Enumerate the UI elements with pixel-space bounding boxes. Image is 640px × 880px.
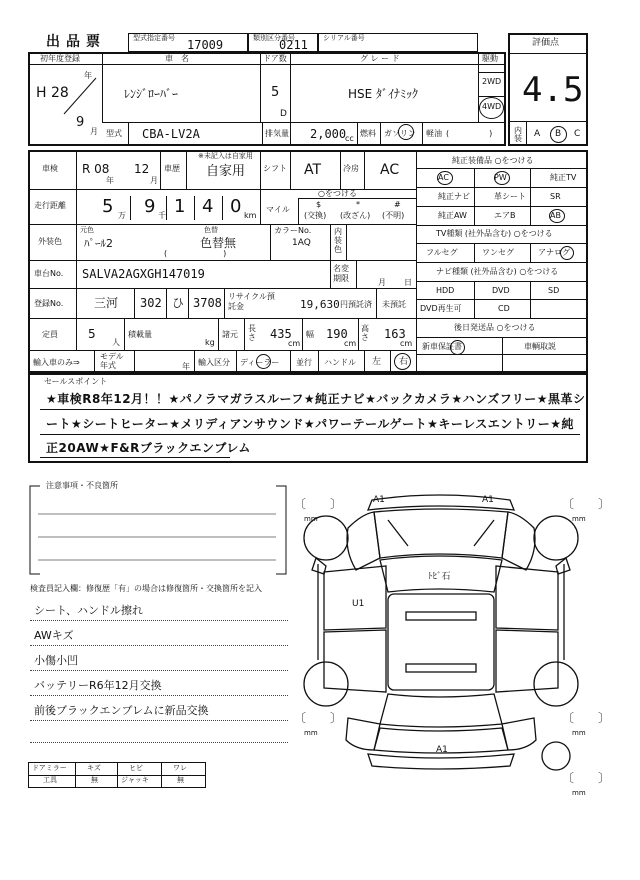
equip-item: 革シート bbox=[494, 192, 526, 201]
diagram-front-mark-right: A1 bbox=[482, 495, 494, 505]
equip-pw-circle bbox=[494, 171, 510, 185]
mileage-digit: 5 bbox=[102, 196, 114, 217]
interior-label: 内装 bbox=[514, 126, 522, 143]
equip-item: 純正AW bbox=[438, 211, 467, 220]
doc-warranty-circle bbox=[450, 340, 465, 355]
nav-item: CD bbox=[498, 304, 510, 313]
color-label: 外装色 bbox=[38, 237, 62, 246]
date-slash bbox=[62, 76, 98, 116]
capacity-label: 定員 bbox=[42, 330, 58, 339]
tire-depth-bracket: 〔 〕 bbox=[294, 711, 343, 725]
shaken-year-unit: 年 bbox=[106, 176, 114, 185]
grade-value: HSE ﾀﾞｲﾅﾐｯｸ bbox=[348, 87, 419, 101]
mileage-label: 走行距離 bbox=[34, 201, 66, 210]
name-change-day: 日 bbox=[404, 278, 412, 287]
dimensions-label: 諸元 bbox=[222, 330, 238, 339]
sales-line-3: 正20AW★F&Rブラックエンブレム bbox=[46, 441, 251, 455]
sheet-title: 出品票 bbox=[46, 34, 106, 50]
interior-c: C bbox=[574, 129, 581, 139]
model-year-unit: 年 bbox=[182, 362, 190, 371]
first-reg-month-unit: 月 bbox=[90, 127, 98, 136]
note-line-3: 小傷小凹 bbox=[34, 654, 78, 667]
recycle-none: 未預託 bbox=[382, 300, 406, 309]
equip-item: PW bbox=[494, 173, 507, 182]
shaken-era: R 08 bbox=[82, 162, 110, 176]
recycle-unit: 円預託済 bbox=[340, 300, 372, 309]
vehicle-name: ﾚﾝｼﾞﾛｰﾊﾞｰ bbox=[124, 87, 179, 101]
note-line-2: AWキズ bbox=[34, 629, 74, 642]
equip-item: SR bbox=[550, 192, 561, 201]
drive-2wd: 2WD bbox=[482, 77, 502, 86]
mileage-digit: 9 bbox=[144, 196, 156, 217]
shaken-month: 12 bbox=[134, 162, 150, 176]
interior-b-circle bbox=[550, 126, 567, 143]
width-unit: cm bbox=[344, 339, 357, 348]
meter-exchange: (交換) bbox=[304, 211, 327, 220]
handle-right: 右 bbox=[399, 357, 409, 367]
meter-exchange-sym: $ bbox=[316, 200, 322, 209]
drive-label: 駆動 bbox=[482, 54, 498, 63]
diagram-front-mark-left: A1 bbox=[373, 495, 385, 505]
tire-depth-unit: mm bbox=[572, 729, 586, 737]
fuel-paren: ( ) bbox=[446, 129, 493, 138]
height-unit: cm bbox=[400, 339, 413, 348]
height-value: 163 bbox=[384, 327, 406, 341]
mileage-man: 万 bbox=[118, 211, 126, 220]
capacity-value: 5 bbox=[88, 327, 96, 341]
shaken-month-unit: 月 bbox=[150, 176, 158, 185]
reg-kana: ひ bbox=[172, 296, 185, 310]
first-reg-year-unit: 年 bbox=[84, 71, 92, 80]
recycle-value: 19,630 bbox=[300, 298, 340, 311]
meter-unknown: (不明) bbox=[382, 211, 405, 220]
ac-label: 冷房 bbox=[343, 164, 359, 173]
serial-label: シリアル番号 bbox=[323, 34, 365, 42]
model-year-label: モデル年式 bbox=[100, 352, 124, 370]
mileage-digit: 1 bbox=[174, 196, 186, 217]
tv-item: フルセグ bbox=[426, 248, 458, 257]
interior-b: B bbox=[555, 129, 562, 139]
legend-break: ワレ bbox=[173, 764, 187, 772]
nav-type-label: ナビ種類 (社外品含む) ○をつける bbox=[436, 267, 559, 276]
legend-scratch: キズ bbox=[87, 764, 101, 772]
equip-item: 純正ナビ bbox=[438, 192, 470, 201]
type-no-value: 17009 bbox=[187, 38, 224, 52]
import-label: 輸入車のみ⇒ bbox=[33, 358, 80, 367]
notes-bracket bbox=[28, 480, 288, 580]
grade-label: グ レ ー ド bbox=[360, 54, 400, 63]
meter-tampered: (改ざん) bbox=[340, 211, 371, 220]
class-no-label: 類別区分番号 bbox=[253, 34, 295, 42]
reg-class: 302 bbox=[140, 296, 162, 310]
nav-item: DVD bbox=[492, 286, 510, 295]
note-line-1: シート、ハンドル擦れ bbox=[34, 604, 144, 617]
equip-item: AB bbox=[550, 211, 561, 220]
chassis-label: 車台No. bbox=[34, 269, 64, 278]
import-dealer: ディーラー bbox=[240, 358, 280, 367]
legend-door-mirror: ドアミラー bbox=[32, 764, 67, 772]
shift-value: AT bbox=[304, 162, 322, 178]
ac-value: AC bbox=[380, 162, 400, 178]
handle-right-circle bbox=[394, 353, 411, 370]
equip-item: エアB bbox=[494, 211, 516, 220]
door-count: 5 bbox=[271, 85, 280, 100]
tire-depth-bracket: 〔 〕 bbox=[562, 771, 611, 785]
orig-color-value: ﾊﾟｰﾙ2 bbox=[84, 237, 113, 250]
tire-depth-unit: mm bbox=[304, 515, 318, 523]
tv-item: ワンセグ bbox=[482, 248, 514, 257]
interior-a: A bbox=[534, 129, 541, 139]
usage-note: ※未記入は自家用 bbox=[198, 152, 253, 160]
legend-crack: ヒビ bbox=[129, 764, 143, 772]
name-label: 車 名 bbox=[165, 54, 189, 63]
mileage-sen: 千 bbox=[158, 211, 166, 220]
sales-line-1: ★車検R8年12月！！★パノラマガラスルーフ★純正ナビ★バックカメラ★ハンズフリー★黒革シ bbox=[46, 392, 586, 406]
first-reg-era: H 28 bbox=[36, 85, 69, 101]
reg-label: 登録No. bbox=[34, 299, 64, 308]
class-no-value: 0211 bbox=[279, 38, 308, 52]
tv-type-label: TV種類 (社外品含む) ○をつける bbox=[436, 229, 553, 238]
displacement-label: 排気量 bbox=[265, 129, 289, 138]
diagram-rear-mark: A1 bbox=[436, 745, 448, 755]
inspector-label: 検査員記入欄：修復歴「有」の場合は修復箇所・交換箇所を記入 bbox=[30, 584, 262, 593]
tv-analog-circle bbox=[560, 246, 574, 260]
type-no-box bbox=[128, 33, 248, 52]
doors-label: ドア数 bbox=[263, 54, 287, 63]
score-value: 4.5 bbox=[522, 70, 584, 110]
fuel-diesel: 軽油 bbox=[426, 129, 442, 138]
tire-depth-unit: mm bbox=[572, 789, 586, 797]
load-label: 積載量 bbox=[128, 330, 152, 339]
usage-value: 自家用 bbox=[206, 164, 246, 179]
meter-circle-note: ○をつける bbox=[318, 189, 357, 198]
color-no-label: カラーNo. bbox=[274, 226, 312, 235]
mile-label: マイル bbox=[266, 205, 290, 214]
first-reg-label: 初年度登録 bbox=[40, 54, 80, 63]
reg-area: 三河 bbox=[94, 296, 119, 310]
chassis-value: SALVA2AGXGH147019 bbox=[82, 267, 205, 281]
import-parallel: 並行 bbox=[296, 358, 312, 367]
type-no-label: 型式指定番号 bbox=[133, 34, 175, 42]
model-value: CBA-LV2A bbox=[142, 127, 200, 141]
first-reg-month: 9 bbox=[76, 115, 85, 130]
color-change-value: 色替無 bbox=[200, 236, 237, 250]
interior-color-label: 内装色 bbox=[334, 227, 342, 254]
equip-item: AC bbox=[438, 173, 449, 182]
doc-warranty: 新車保証書 bbox=[422, 342, 462, 351]
model-label: 型式 bbox=[106, 129, 122, 138]
displacement-unit: cc bbox=[345, 134, 354, 143]
mileage-unit: km bbox=[244, 211, 257, 220]
tire-depth-bracket: 〔 〕 bbox=[294, 497, 343, 511]
length-label: 長さ bbox=[248, 324, 256, 342]
tire-depth-bracket: 〔 〕 bbox=[562, 711, 611, 725]
nav-item: HDD bbox=[436, 286, 455, 295]
diagram-windshield-mark: ﾄﾋﾞ石 bbox=[428, 572, 451, 582]
tire-depth-bracket: 〔 〕 bbox=[562, 497, 611, 511]
nav-item: SD bbox=[548, 286, 560, 295]
displacement-value: 2,000 bbox=[310, 127, 347, 141]
legend-table bbox=[28, 762, 206, 788]
orig-color-label: 元色 bbox=[80, 226, 94, 234]
mileage-digit: 4 bbox=[202, 196, 214, 217]
tire-depth-unit: mm bbox=[572, 515, 586, 523]
meter-tampered-sym: * bbox=[356, 200, 360, 209]
length-unit: cm bbox=[288, 339, 301, 348]
sales-line-2: ート★シートヒーター★メリディアンサウンド★パワーテールゲート★キーレスエントリー★純 bbox=[46, 417, 575, 431]
shift-label: シフト bbox=[263, 164, 287, 173]
tv-item: アナログ bbox=[538, 248, 570, 257]
legend-tools-value: 無 bbox=[91, 776, 98, 784]
equip-ab-circle bbox=[549, 209, 565, 223]
color-no-value: 1AQ bbox=[292, 238, 311, 248]
usage-label: 車歴 bbox=[164, 164, 180, 173]
legend-tools: 工具 bbox=[43, 776, 57, 784]
meter-unknown-sym: # bbox=[394, 200, 401, 209]
import-class-label: 輸入区分 bbox=[198, 358, 230, 367]
score-label: 評価点 bbox=[532, 38, 560, 48]
recycle-label: リサイクル預託金 bbox=[228, 292, 275, 311]
diagram-side-mark: U1 bbox=[352, 599, 365, 609]
car-diagram bbox=[288, 488, 611, 818]
door-type: D bbox=[280, 109, 287, 119]
capacity-unit: 人 bbox=[112, 338, 120, 347]
drive-4wd-circle bbox=[479, 97, 504, 119]
reg-number: 3708 bbox=[193, 296, 222, 310]
legend-jack: ジャッキ bbox=[121, 776, 149, 784]
fuel-label: 燃料 bbox=[360, 129, 376, 138]
equip-item: 純正TV bbox=[550, 173, 577, 182]
factory-equip-label: 純正装備品 ○をつける bbox=[452, 156, 534, 165]
handle-label: ハンドル bbox=[324, 358, 356, 367]
load-unit: kg bbox=[205, 338, 215, 347]
note-line-4: バッテリーR6年12月交換 bbox=[34, 679, 162, 692]
notes-label: 注意事項・不良箇所 bbox=[46, 481, 118, 490]
fuel-gasoline: ガソリン bbox=[384, 129, 416, 138]
color-paren: ( ) bbox=[164, 249, 227, 258]
width-label: 幅 bbox=[306, 330, 314, 339]
width-value: 190 bbox=[326, 327, 348, 341]
nav-item: DVD再生可 bbox=[420, 304, 462, 313]
length-value: 435 bbox=[270, 327, 292, 341]
import-dealer-circle bbox=[256, 354, 271, 369]
height-label: 高さ bbox=[361, 324, 369, 342]
mileage-digit: 0 bbox=[230, 196, 242, 217]
legend-jack-value: 無 bbox=[177, 776, 184, 784]
class-no-box bbox=[248, 33, 318, 52]
drive-4wd: 4WD bbox=[482, 102, 502, 111]
equip-ac-circle bbox=[437, 171, 453, 185]
docs-label: 後日発送品 ○をつける bbox=[454, 323, 536, 332]
tire-depth-unit: mm bbox=[304, 729, 318, 737]
serial-box bbox=[318, 33, 478, 52]
handle-left: 左 bbox=[372, 357, 382, 367]
shaken-label: 車検 bbox=[42, 164, 58, 173]
doc-manual: 車輌取説 bbox=[524, 342, 556, 351]
score-box bbox=[508, 33, 588, 146]
note-line-5: 前後ブラックエンブレムに新品交換 bbox=[34, 704, 209, 717]
name-change-month: 月 bbox=[378, 278, 386, 287]
name-change-label: 名変期限 bbox=[333, 264, 349, 283]
color-shade-label: 色替 bbox=[204, 226, 218, 234]
fuel-gasoline-circle bbox=[398, 124, 414, 140]
sales-points-label: セールスポイント bbox=[44, 377, 108, 386]
